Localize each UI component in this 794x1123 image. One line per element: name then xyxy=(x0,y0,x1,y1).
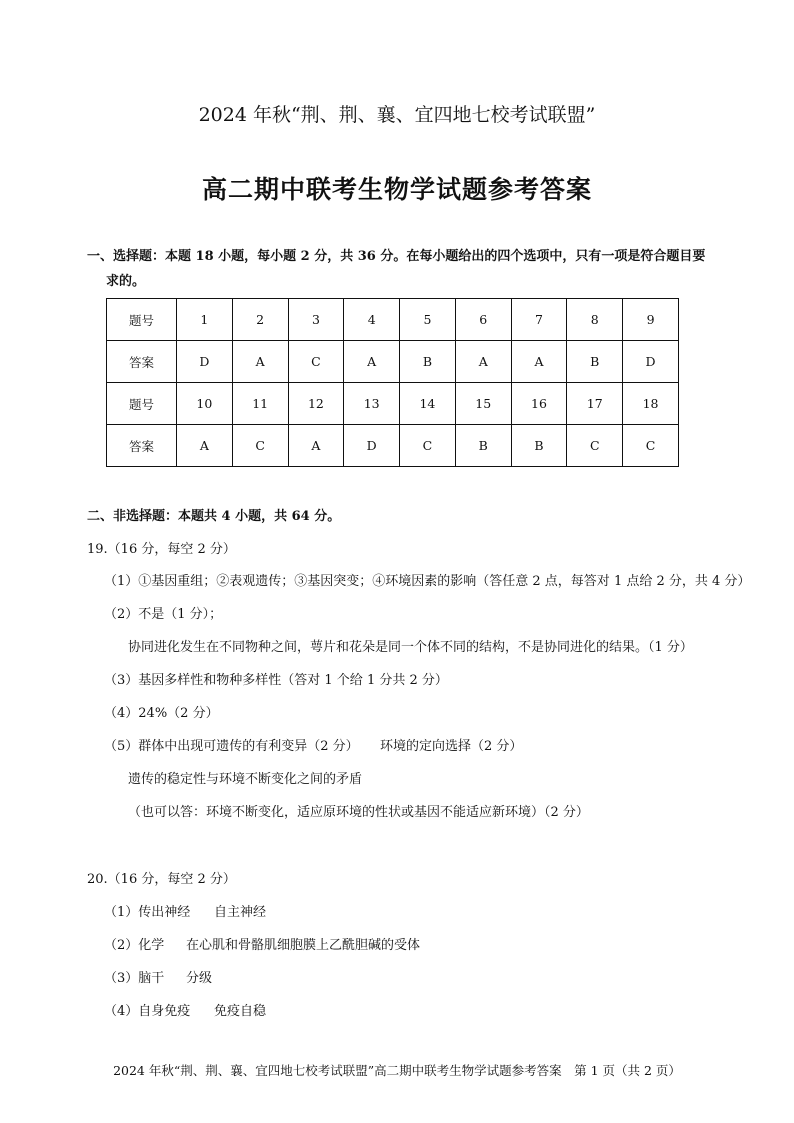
row-label-answer: 答案 xyxy=(107,341,177,383)
question-number: 9 xyxy=(623,299,679,341)
question-number: 4 xyxy=(344,299,400,341)
q19-answer-5-part1: （5）群体中出现可遗传的有利变异（2 分） xyxy=(104,739,359,754)
section1-heading: 一、选择题：本题 18 小题，每小题 2 分，共 36 分。在每小题给出的四个选项中，只有一项是符合题目要 xyxy=(87,249,706,264)
answer-cell: B xyxy=(511,425,567,467)
q20-answer-4-part1: （4）自身免疫 xyxy=(104,1004,191,1019)
question-number: 12 xyxy=(288,383,344,425)
table-row xyxy=(107,299,679,341)
table-row xyxy=(107,341,679,383)
row-label-number: 题号 xyxy=(107,299,177,341)
q20-title: 20.（16 分，每空 2 分） xyxy=(87,872,236,887)
section1-heading-cont: 求的。 xyxy=(106,274,146,289)
answer-cell: D xyxy=(177,341,233,383)
q19-answer-4: （4）24%（2 分） xyxy=(104,706,219,721)
question-number: 14 xyxy=(400,383,456,425)
answer-cell: C xyxy=(288,341,344,383)
question-number: 7 xyxy=(511,299,567,341)
answer-cell: D xyxy=(623,341,679,383)
answer-table xyxy=(106,298,679,467)
row-label-number: 题号 xyxy=(107,383,177,425)
question-number: 5 xyxy=(400,299,456,341)
question-number: 11 xyxy=(232,383,288,425)
answer-cell: B xyxy=(400,341,456,383)
q20-answer-1-part1: （1）传出神经 xyxy=(104,905,191,920)
answer-cell: D xyxy=(344,425,400,467)
table-row xyxy=(107,425,679,467)
question-number: 10 xyxy=(177,383,233,425)
question-number: 3 xyxy=(288,299,344,341)
page-title: 高二期中联考生物学试题参考答案 xyxy=(201,175,592,204)
section2-heading: 二、非选择题：本题共 4 小题，共 64 分。 xyxy=(87,509,341,524)
answer-cell: C xyxy=(232,425,288,467)
answer-cell: A xyxy=(455,341,511,383)
q20-answer-3-part1: （3）脑干 xyxy=(104,971,165,986)
exam-alliance-subtitle: 2024 年秋“荆、荆、襄、宜四地七校考试联盟” xyxy=(198,104,596,126)
answer-cell: A xyxy=(344,341,400,383)
q20-answer-3-part2: 分级 xyxy=(186,971,213,986)
question-number: 6 xyxy=(455,299,511,341)
question-number: 18 xyxy=(623,383,679,425)
answer-cell: C xyxy=(623,425,679,467)
question-number: 8 xyxy=(567,299,623,341)
q19-answer-1: （1）①基因重组；②表观遗传；③基因突变；④环境因素的影响（答任意 2 点，每答对 1 点给 2 分，共 4 分） xyxy=(104,574,751,589)
question-number: 15 xyxy=(455,383,511,425)
q20-answer-2-part1: （2）化学 xyxy=(104,938,165,953)
page-footer: 2024 年秋“荆、荆、襄、宜四地七校考试联盟”高二期中联考生物学试题参考答案 第 1 页（共 2 页） xyxy=(113,1063,681,1078)
answer-cell: A xyxy=(177,425,233,467)
q19-answer-5-part2: 环境的定向选择（2 分） xyxy=(380,739,523,754)
answer-cell: B xyxy=(567,341,623,383)
row-label-answer: 答案 xyxy=(107,425,177,467)
question-number: 1 xyxy=(177,299,233,341)
answer-cell: A xyxy=(288,425,344,467)
answer-cell: A xyxy=(511,341,567,383)
q19-title: 19.（16 分，每空 2 分） xyxy=(87,542,236,557)
q20-answer-2-part2: 在心肌和骨骼肌细胞膜上乙酰胆碱的受体 xyxy=(186,938,421,953)
q19-answer-2: （2）不是（1 分）； xyxy=(104,607,223,622)
question-number: 2 xyxy=(232,299,288,341)
q20-answer-1-part2: 自主神经 xyxy=(214,905,267,920)
answer-cell: A xyxy=(232,341,288,383)
table-row xyxy=(107,383,679,425)
answer-cell: C xyxy=(567,425,623,467)
question-number: 16 xyxy=(511,383,567,425)
question-number: 13 xyxy=(344,383,400,425)
q20-answer-4-part2: 免疫自稳 xyxy=(214,1004,267,1019)
answer-cell: C xyxy=(400,425,456,467)
question-number: 17 xyxy=(567,383,623,425)
answer-cell: B xyxy=(455,425,511,467)
q19-answer-3: （3）基因多样性和物种多样性（答对 1 个给 1 分共 2 分） xyxy=(104,673,448,688)
q19-answer-5-line3: （也可以答：环境不断变化，适应原环境的性状或基因不能适应新环境）（2 分） xyxy=(128,805,589,820)
q19-answer-2-detail: 协同进化发生在不同物种之间，萼片和花朵是同一个体不同的结构，不是协同进化的结果。（1 分） xyxy=(128,640,693,655)
q19-answer-5-line2: 遗传的稳定性与环境不断变化之间的矛盾 xyxy=(128,772,363,787)
